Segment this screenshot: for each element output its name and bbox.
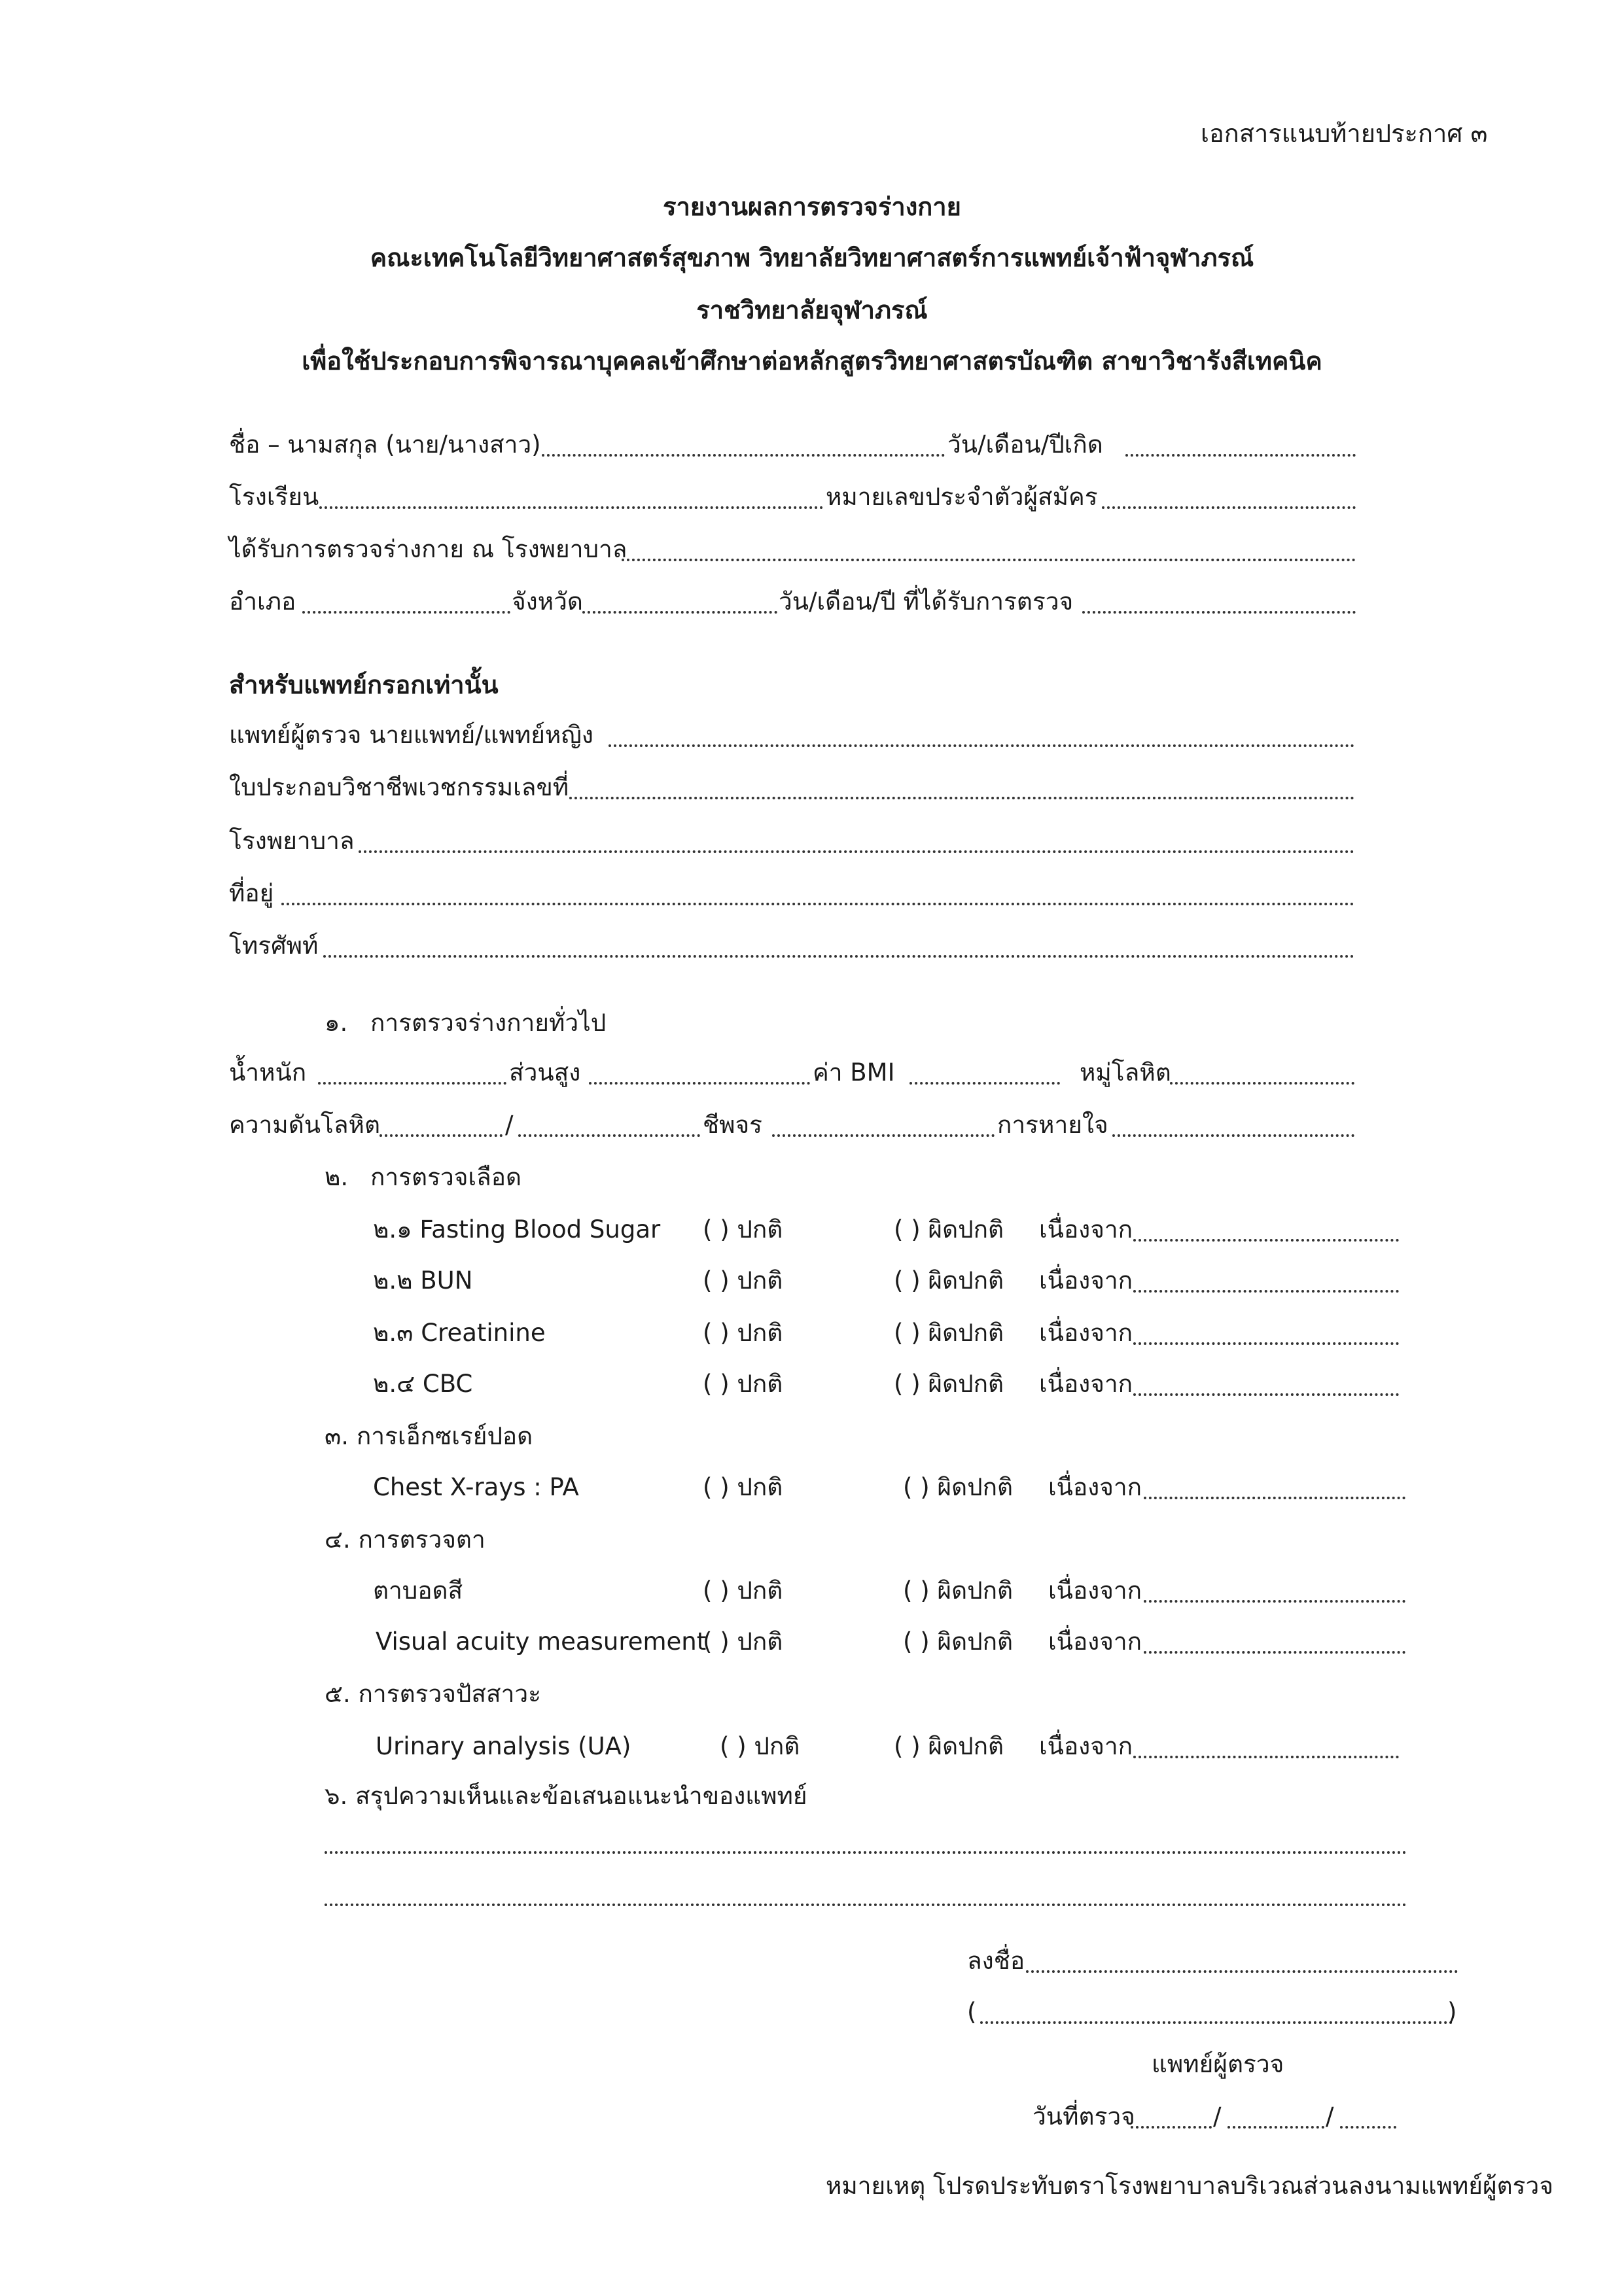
- annex-label: เอกสารแนบท้ายประกาศ ๓: [1201, 119, 1488, 148]
- blood-heading: การตรวจเลือด: [370, 1163, 521, 1191]
- fbs-reason-field[interactable]: [1133, 1239, 1399, 1242]
- general-number: ๑.: [325, 1009, 348, 1037]
- urine-heading: ๕. การตรวจปัสสาวะ: [325, 1680, 542, 1708]
- bun-normal-checkbox[interactable]: ( ) ปกติ: [703, 1266, 783, 1295]
- creatinine-reason-field[interactable]: [1133, 1342, 1399, 1345]
- color-blindness-abnormal-checkbox[interactable]: ( ) ผิดปกติ: [903, 1576, 1014, 1605]
- summary-line-1[interactable]: [325, 1851, 1407, 1854]
- fbs-abnormal-checkbox[interactable]: ( ) ผิดปกติ: [894, 1215, 1004, 1244]
- urinalysis-normal-checkbox[interactable]: ( ) ปกติ: [720, 1732, 800, 1760]
- school-label: โรงเรียน: [229, 483, 319, 511]
- bmi-field[interactable]: [909, 1082, 1060, 1085]
- xray-heading: ๓. การเอ็กซเรย์ปอด: [325, 1422, 533, 1450]
- xray-normal-checkbox[interactable]: ( ) ปกติ: [703, 1473, 783, 1501]
- height-label: ส่วนสูง: [509, 1058, 581, 1087]
- cbc-reason-field[interactable]: [1133, 1393, 1399, 1396]
- exam-month-field[interactable]: [1227, 2126, 1324, 2129]
- district-field[interactable]: [302, 611, 510, 614]
- fbs-because-label: เนื่องจาก: [1039, 1215, 1133, 1244]
- visual-acuity-because-label: เนื่องจาก: [1048, 1627, 1142, 1656]
- applicant-id-field[interactable]: [1102, 506, 1356, 509]
- institution-name: ราชวิทยาลัยจุฬาภรณ์: [696, 296, 928, 324]
- exam-hospital-field[interactable]: [622, 559, 1356, 561]
- province-label: จังหวัด: [512, 587, 583, 616]
- exam-year-field[interactable]: [1340, 2126, 1396, 2129]
- doctor-name-field[interactable]: [609, 744, 1354, 747]
- cbc-label: ๒.๔ CBC: [373, 1370, 473, 1398]
- school-field[interactable]: [319, 506, 823, 509]
- license-field[interactable]: [569, 797, 1354, 799]
- date-slash-2: /: [1326, 2102, 1334, 2131]
- creatinine-label: ๒.๓ Creatinine: [373, 1319, 546, 1347]
- creatinine-normal-checkbox[interactable]: ( ) ปกติ: [703, 1319, 783, 1347]
- weight-label: น้ำหนัก: [229, 1058, 307, 1087]
- paren-close: ): [1447, 1998, 1457, 2026]
- exam-date-field[interactable]: [1082, 611, 1356, 614]
- cbc-abnormal-checkbox[interactable]: ( ) ผิดปกติ: [894, 1370, 1004, 1398]
- exam-hospital-label: ได้รับการตรวจร่างกาย ณ โรงพยาบาล: [229, 535, 627, 563]
- blood-group-label: หมู่โลหิต: [1080, 1058, 1171, 1087]
- signer-role: แพทย์ผู้ตรวจ: [1152, 2050, 1284, 2078]
- address-field[interactable]: [281, 903, 1354, 905]
- district-label: อำเภอ: [229, 587, 296, 616]
- color-blindness-because-label: เนื่องจาก: [1048, 1576, 1142, 1605]
- faculty-name: คณะเทคโนโลยีวิทยาศาสตร์สุขภาพ วิทยาลัยวิทยาศาสตร์การแพทย์เจ้าฟ้าจุฬาภรณ์: [370, 243, 1254, 272]
- color-blindness-reason-field[interactable]: [1144, 1600, 1405, 1603]
- visual-acuity-abnormal-checkbox[interactable]: ( ) ผิดปกติ: [903, 1627, 1014, 1656]
- visual-acuity-label: Visual acuity measurement: [376, 1627, 707, 1656]
- creatinine-because-label: เนื่องจาก: [1039, 1319, 1133, 1347]
- cbc-because-label: เนื่องจาก: [1039, 1370, 1133, 1398]
- xray-abnormal-checkbox[interactable]: ( ) ผิดปกติ: [903, 1473, 1014, 1501]
- exam-date-sign-label: วันที่ตรวจ: [1033, 2102, 1135, 2131]
- pulse-field[interactable]: [772, 1134, 995, 1137]
- printed-name-field[interactable]: [980, 2021, 1453, 2024]
- bun-label: ๒.๒ BUN: [373, 1266, 473, 1295]
- visual-acuity-reason-field[interactable]: [1144, 1651, 1405, 1654]
- phone-label: โทรศัพท์: [229, 931, 319, 960]
- birthdate-label: วัน/เดือน/ปีเกิด: [947, 430, 1103, 459]
- signature-field[interactable]: [1026, 1970, 1458, 1973]
- summary-line-2[interactable]: [325, 1904, 1407, 1906]
- eye-heading: ๔. การตรวจตา: [325, 1525, 485, 1554]
- general-heading: การตรวจร่างกายทั่วไป: [370, 1009, 607, 1037]
- chest-xray-label: Chest X-rays : PA: [373, 1473, 579, 1501]
- color-blindness-normal-checkbox[interactable]: ( ) ปกติ: [703, 1576, 783, 1605]
- bp-label: ความดันโลหิต: [229, 1111, 380, 1139]
- blood-group-field[interactable]: [1170, 1082, 1354, 1085]
- height-field[interactable]: [589, 1082, 810, 1085]
- doctor-section-heading: สำหรับแพทย์กรอกเท่านั้น: [229, 670, 499, 699]
- creatinine-abnormal-checkbox[interactable]: ( ) ผิดปกติ: [894, 1319, 1004, 1347]
- urinalysis-label: Urinary analysis (UA): [376, 1732, 631, 1760]
- bun-because-label: เนื่องจาก: [1039, 1266, 1133, 1295]
- respiration-field[interactable]: [1112, 1134, 1354, 1137]
- bmi-label: ค่า BMI: [813, 1058, 895, 1087]
- respiration-label: การหายใจ: [997, 1111, 1108, 1139]
- fbs-label: ๒.๑ Fasting Blood Sugar: [373, 1215, 661, 1244]
- footer-note: หมายเหตุ โปรดประทับตราโรงพยาบาลบริเวณส่วนลงนามแพทย์ผู้ตรวจ: [826, 2172, 1554, 2200]
- bp-slash: /: [505, 1111, 514, 1139]
- summary-heading: ๖. สรุปความเห็นและข้อเสนอแนะนำของแพทย์: [325, 1782, 807, 1810]
- urinalysis-because-label: เนื่องจาก: [1039, 1732, 1133, 1760]
- doctor-hospital-field[interactable]: [359, 850, 1354, 853]
- fbs-normal-checkbox[interactable]: ( ) ปกติ: [703, 1215, 783, 1244]
- sign-label: ลงชื่อ: [967, 1947, 1025, 1975]
- visual-acuity-normal-checkbox[interactable]: ( ) ปกติ: [703, 1627, 783, 1656]
- exam-day-field[interactable]: [1131, 2126, 1212, 2129]
- doctor-name-label: แพทย์ผู้ตรวจ นายแพทย์/แพทย์หญิง: [229, 721, 593, 749]
- blood-number: ๒.: [325, 1163, 349, 1191]
- color-blindness-label: ตาบอดสี: [373, 1576, 463, 1605]
- doctor-hospital-label: โรงพยาบาล: [229, 827, 355, 855]
- bun-reason-field[interactable]: [1133, 1290, 1399, 1293]
- form-title: รายงานผลการตรวจร่างกาย: [663, 192, 961, 221]
- birthdate-field[interactable]: [1125, 454, 1356, 457]
- cbc-normal-checkbox[interactable]: ( ) ปกติ: [703, 1370, 783, 1398]
- bp-systolic-field[interactable]: [380, 1134, 503, 1137]
- urinalysis-reason-field[interactable]: [1133, 1756, 1399, 1758]
- exam-date-label: วัน/เดือน/ปี ที่ได้รับการตรวจ: [779, 587, 1074, 616]
- paren-open: (: [967, 1998, 977, 2026]
- applicant-id-label: หมายเลขประจำตัวผู้สมัคร: [826, 483, 1098, 511]
- form-purpose: เพื่อใช้ประกอบการพิจารณาบุคคลเข้าศึกษาต่อหลักสูตรวิทยาศาสตรบัณฑิต สาขาวิชารังสีเทคนิค: [302, 347, 1322, 375]
- province-field[interactable]: [582, 611, 777, 614]
- xray-because-label: เนื่องจาก: [1048, 1473, 1142, 1501]
- phone-field[interactable]: [323, 955, 1354, 958]
- name-label: ชื่อ – นามสกุล (นาย/นางสาว): [229, 430, 541, 459]
- weight-field[interactable]: [318, 1082, 506, 1085]
- xray-reason-field[interactable]: [1144, 1497, 1405, 1499]
- date-slash-1: /: [1213, 2102, 1222, 2131]
- name-field[interactable]: [542, 454, 945, 457]
- bp-diastolic-field[interactable]: [518, 1134, 700, 1137]
- bun-abnormal-checkbox[interactable]: ( ) ผิดปกติ: [894, 1266, 1004, 1295]
- urinalysis-abnormal-checkbox[interactable]: ( ) ผิดปกติ: [894, 1732, 1004, 1760]
- pulse-label: ชีพจร: [703, 1111, 763, 1139]
- address-label: ที่อยู่: [229, 879, 274, 907]
- license-label: ใบประกอบวิชาชีพเวชกรรมเลขที่: [229, 773, 569, 801]
